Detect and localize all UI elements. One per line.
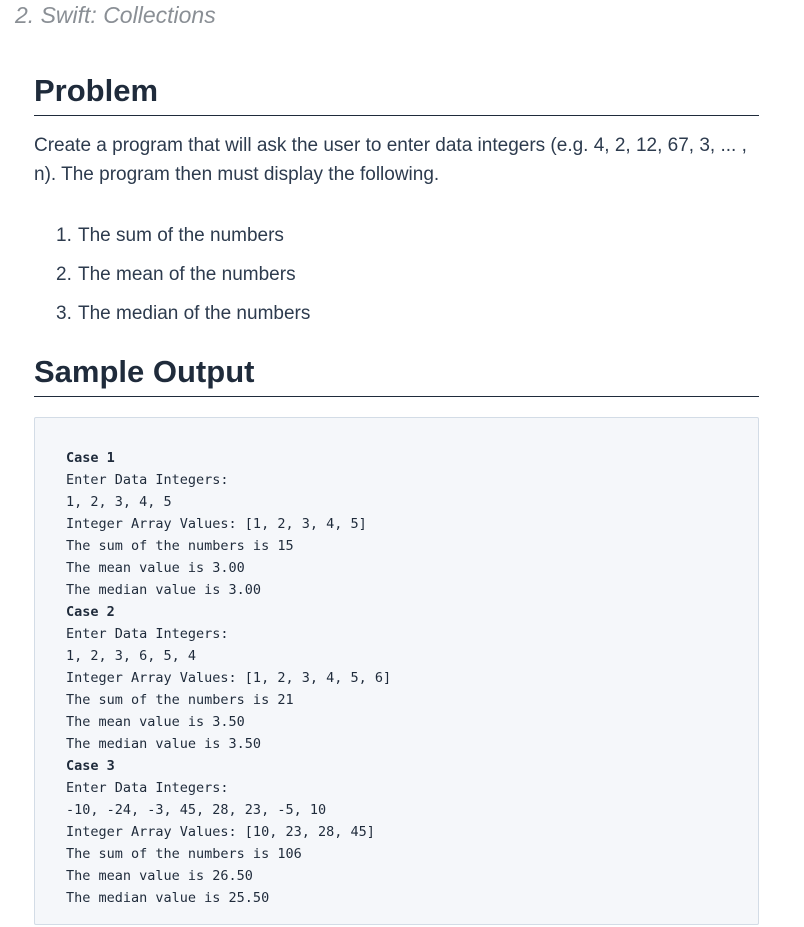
case-title: Case 3 — [66, 758, 115, 774]
list-item-number: 3. — [56, 303, 72, 324]
list-item — [56, 294, 310, 333]
case-title: Case 2 — [66, 604, 115, 620]
code-line: Enter Data Integers: — [66, 472, 229, 488]
code-line: 1, 2, 3, 4, 5 — [66, 494, 172, 510]
list-item — [56, 255, 310, 294]
page-title: 2. Swift: Collections — [15, 2, 216, 28]
code-line: -10, -24, -3, 45, 28, 23, -5, 10 — [66, 802, 327, 818]
requirements-list — [56, 216, 310, 333]
code-line: The mean value is 3.00 — [66, 560, 245, 576]
code-line: 1, 2, 3, 6, 5, 4 — [66, 648, 197, 664]
code-line: Enter Data Integers: — [66, 626, 229, 642]
code-line: The median value is 3.00 — [66, 582, 262, 598]
list-item-text: The median of the numbers — [78, 303, 311, 324]
list-item — [56, 216, 310, 255]
code-line: The sum of the numbers is 106 — [66, 846, 302, 862]
code-line: Integer Array Values: [10, 23, 28, 45] — [66, 824, 375, 840]
code-line: The mean value is 26.50 — [66, 868, 253, 884]
list-item-text: The mean of the numbers — [78, 264, 296, 285]
problem-description: Create a program that will ask the user to enter data integers (e.g. 4, 2, 12, 67, 3, ... , n). The program then must display the following. — [34, 135, 747, 185]
list-item-text: The sum of the numbers — [78, 225, 284, 246]
list-item-number: 2. — [56, 264, 72, 285]
code-line: The median value is 3.50 — [66, 736, 262, 752]
code-line: The mean value is 3.50 — [66, 714, 245, 730]
list-item-number: 1. — [56, 225, 72, 246]
code-line: The sum of the numbers is 15 — [66, 538, 294, 554]
code-line: The sum of the numbers is 21 — [66, 692, 294, 708]
problem-heading: Problem — [34, 73, 159, 108]
code-line: Enter Data Integers: — [66, 780, 229, 796]
code-line: Integer Array Values: [1, 2, 3, 4, 5, 6] — [66, 670, 392, 686]
sample-output-code-block — [34, 417, 759, 925]
sample-output-heading: Sample Output — [34, 354, 255, 389]
code-line: Integer Array Values: [1, 2, 3, 4, 5] — [66, 516, 367, 532]
sample-output-divider — [34, 396, 759, 397]
case-title: Case 1 — [66, 450, 115, 466]
code-line: The median value is 25.50 — [66, 890, 270, 906]
problem-divider — [34, 115, 759, 116]
